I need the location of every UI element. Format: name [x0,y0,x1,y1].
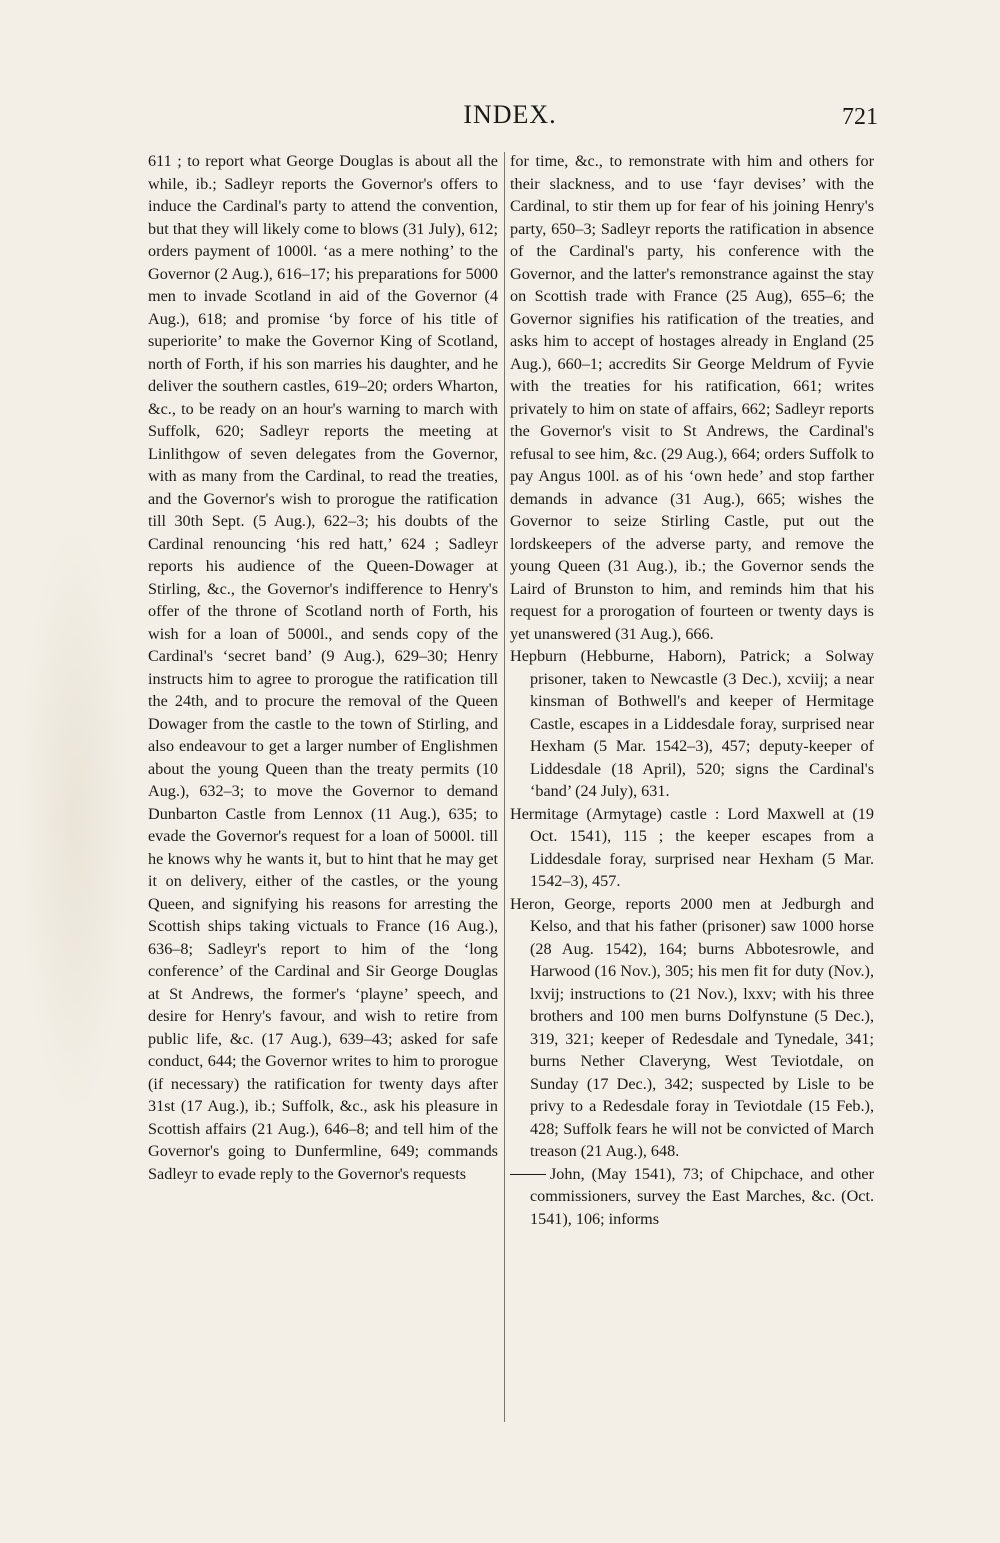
index-entry-heron-john-text: John, (May 1541), 73; of Chipchace, and other commissioners, survey the East Marches, &c. (Oct. 1541), 106; informs [530,1164,874,1228]
ditto-dash [510,1174,546,1175]
index-entry-continuation-left: 611 ; to report what George Douglas is about all the while, ib.; Sadleyr reports the Governor's offers to induce the Cardinal's party to attend the convention, but that they will likely come to blows (31 July), 612; orders payment of 1000l. ‘as a mere nothing’ to the Governor (2 Aug.), 616–17; his preparations for 5000 men to invade Scotland in aid of the Governor (4 Aug.), 618; and promise ‘by force of his title of superiorite’ to make the Governor King of Scotland, north of Forth, if his son marries his daughter, and he deliver the southern castles, 619–20; orders Wharton, &c., to be ready on an hour's warning to march with Suffolk, 620; Sadleyr reports the meeting at Linlithgow of seven delegates from the Governor, with as many from the Cardinal, to read the treaties, and the Governor's wish to prorogue the ratification till 30th Sept. (5 Aug.), 622–3; his doubts of the Cardinal renouncing ‘his red hatt,’ 624 ; Sadleyr reports his audience of the Queen-Dowager at Stirling, &c., the Governor's indifference to Henry's offer of the throne of Scotland north of Forth, his wish for a loan of 5000l., and sends copy of the Cardinal's ‘secret band’ (9 Aug.), 629–30; Henry instructs him to agree to prorogue the ratification till the 24th, and to procure the removal of the Queen Dowager from the castle to the town of Stirling, and also endeavour to get a larger number of Englishmen about the young Queen than the treaty permits (10 Aug.), 632–3; to move the Governor to demand Dunbarton Castle from Lennox (11 Aug.), 635; to evade the Governor's request for a loan of 5000l. till he knows why he wants it, but to hint that he may get it on delivery, either of the castles, or the young Queen, and signifying his reasons for arresting the Scottish ships taking victuals to France (16 Aug.), 636–8; Sadleyr's report to him of the ‘long conference’ of the Cardinal and Sir George Douglas at St Andrews, the former's ‘playne’ speech, and desire for Henry's favour, and wish to retire from public life, &c. (17 Aug.), 639–43; asked for safe conduct, 644; the Governor writes to him to prorogue (if necessary) the ratification for twenty days after 31st (17 Aug.), ib.; Suffolk, &c., ask his pleasure in Scottish affairs (21 Aug.), 646–8; and tell him of the Governor's going to Dunfermline, 649; commands Sadleyr to evade reply to the Governor's requests [148,152,498,1183]
paper-stain [20,520,130,1120]
right-column [510,150,874,1230]
page-header [140,100,880,140]
page-number: 721 [842,104,878,130]
index-entry-hermitage: Hermitage (Armytage) castle : Lord Maxwell at (19 Oct. 1541), 115 ; the keeper escapes from a Liddesdale foray, surprised near Hexham (5 Mar. 1542–3), 457. [510,804,874,890]
index-entry-heron-john [510,1163,874,1231]
index-entry-heron-george: Heron, George, reports 2000 men at Jedburgh and Kelso, and that his father (prisoner) saw 1000 horse (28 Aug. 1542), 164; burns Abbotesrowle, and Harwood (16 Nov.), 305; his men fit for duty (Nov.), lxvij; instructions to (21 Nov.), lxxv; with his three brothers and 100 men burns Dolfynstune (5 Dec.), 319, 321; keeper of Redesdale and Tynedale, 341; burns Nether Claveryng, West Teviotdale, on Sunday (17 Dec.), 342; suspected by Lisle to be privy to a Redesdale foray in Teviotdale (15 Feb.), 428; Suffolk fears he will not be convicted of March treason (21 Aug.), 648. [510,894,874,1160]
index-entry-hepburn: Hepburn (Hebburne, Haborn), Patrick; a Solway prisoner, taken to Newcastle (3 Dec.), xcviij; a near kinsman of Bothwell's and keeper of Hermitage Castle, escapes in a Liddesdale foray, surprised near Hexham (5 Mar. 1542–3), 457; deputy-keeper of Liddesdale (18 April), 520; signs the Cardinal's ‘band’ (24 July), 631. [510,647,874,800]
running-head: INDEX. [463,100,557,129]
left-column [148,150,498,1185]
index-entry-continuation-right: for time, &c., to remonstrate with him and others for their slackness, and to use ‘fayr devises’ with the Cardinal, to stir them up for fear of his joining Henry's party, 650–3; Sadleyr reports the ratification in absence of the Cardinal's party, his conference with the Governor, and the latter's remonstrance against the stay on Scottish trade with France (25 Aug), 655–6; the Governor signifies his ratification of the treaties, and asks him to accept of hostages already in England (25 Aug.), 660–1; accredits Sir George Meldrum of Fyvie with the treaties for his ratification, 661; writes privately to him on state of affairs, 662; Sadleyr reports the Governor's visit to St Andrews, the Cardinal's refusal to see him, &c. (29 Aug.), 664; orders Suffolk to pay Angus 100l. as of his ‘own hede’ and stop farther demands in advance (31 Aug.), 665; wishes the Governor to seize Stirling Castle, put out the lordskeepers of the adverse party, and remove the young Queen (31 Aug.), ib.; the Governor sends the Laird of Brunston to him, and reminds him that his request for a prorogation of fourteen or twenty days is yet unanswered (31 Aug.), 666. [510,152,874,643]
column-divider [504,152,505,1422]
